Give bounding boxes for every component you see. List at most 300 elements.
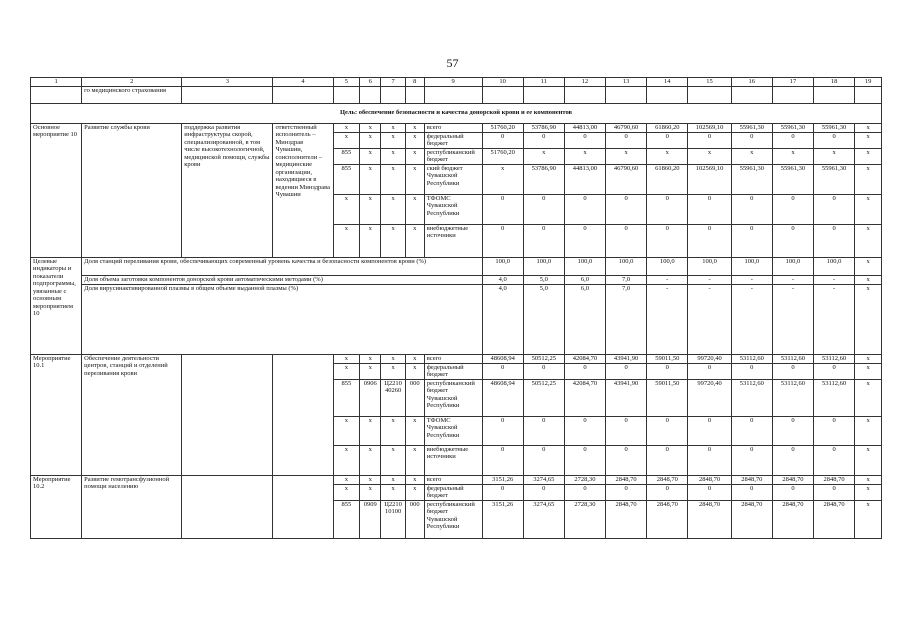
empty-cell <box>182 354 273 475</box>
value-cell: 100,0 <box>814 257 855 275</box>
value-cell: 2848,70 <box>647 500 688 538</box>
value-cell: 3151,26 <box>482 500 523 538</box>
code-cell: x <box>360 132 381 148</box>
value-cell: 2848,70 <box>688 475 731 484</box>
value-cell: 102569,10 <box>688 164 731 194</box>
code-cell: Ц2210 40260 <box>381 379 405 416</box>
value-cell: 53112,60 <box>772 354 813 363</box>
column-number-18: 18 <box>814 78 855 87</box>
column-number-2: 2 <box>82 78 182 87</box>
code-cell: x <box>360 484 381 500</box>
empty-cell <box>814 86 855 103</box>
funding-source: ТФОМС Чувашской Республики <box>424 416 482 445</box>
value-cell: 2848,70 <box>814 500 855 538</box>
column-number-13: 13 <box>606 78 647 87</box>
empty-cell <box>360 86 381 103</box>
code-cell: x <box>381 132 405 148</box>
value-cell: 0 <box>688 132 731 148</box>
value-cell: 100,0 <box>647 257 688 275</box>
value-cell: x <box>855 445 882 475</box>
column-number-8: 8 <box>405 78 424 87</box>
value-cell: x <box>855 500 882 538</box>
value-cell: x <box>647 148 688 164</box>
value-cell: 61860,20 <box>647 123 688 132</box>
empty-cell <box>482 86 523 103</box>
code-cell: x <box>360 416 381 445</box>
value-cell: 0 <box>772 416 813 445</box>
table-row <box>31 123 882 132</box>
code-cell: x <box>360 475 381 484</box>
code-cell: x <box>405 416 424 445</box>
value-cell: x <box>855 132 882 148</box>
funding-source: внебюджетные источники <box>424 224 482 257</box>
value-cell: 99720,40 <box>688 379 731 416</box>
empty-cell <box>772 86 813 103</box>
measure-title: Развитие службы крови <box>82 123 182 257</box>
value-cell: 0 <box>731 363 772 379</box>
indicator-text: Доля объема заготовки компонентов донорской крови автоматическими методами (%) <box>82 275 482 284</box>
value-cell: 0 <box>564 363 605 379</box>
column-number-15: 15 <box>688 78 731 87</box>
funding-source: федеральный бюджет <box>424 363 482 379</box>
code-cell: x <box>333 475 360 484</box>
value-cell: 3274,65 <box>523 475 564 484</box>
value-cell: x <box>482 164 523 194</box>
value-cell: 0 <box>772 363 813 379</box>
value-cell: 0 <box>564 224 605 257</box>
value-cell: - <box>647 284 688 354</box>
code-cell: x <box>360 148 381 164</box>
measure-title: Обеспечение деятельности центров, станций и отделений переливания крови <box>82 354 182 475</box>
code-cell: x <box>360 354 381 363</box>
value-cell: 50512,25 <box>523 354 564 363</box>
value-cell: 0 <box>814 194 855 224</box>
value-cell: 2848,70 <box>814 475 855 484</box>
funding-source: всего <box>424 354 482 363</box>
empty-cell <box>855 86 882 103</box>
code-cell: x <box>381 484 405 500</box>
empty-cell <box>731 86 772 103</box>
value-cell: 42084,70 <box>564 354 605 363</box>
empty-cell <box>273 475 333 538</box>
value-cell: 0 <box>606 484 647 500</box>
code-cell: x <box>333 194 360 224</box>
value-cell: 0 <box>647 363 688 379</box>
measure-label: Основное мероприятие 10 <box>31 123 82 257</box>
code-cell: x <box>360 224 381 257</box>
table-row <box>31 103 882 123</box>
value-cell: 0 <box>606 224 647 257</box>
table-row <box>31 86 882 103</box>
value-cell: 53112,60 <box>814 354 855 363</box>
page-number: 57 <box>446 56 459 70</box>
column-number-10: 10 <box>482 78 523 87</box>
table-row <box>31 257 882 275</box>
value-cell: 51760,20 <box>482 148 523 164</box>
table-row <box>31 275 882 284</box>
empty-cell <box>381 86 405 103</box>
value-cell: 100,0 <box>772 257 813 275</box>
value-cell: 0 <box>647 445 688 475</box>
value-cell: 55961,30 <box>731 123 772 132</box>
value-cell: 53112,60 <box>731 354 772 363</box>
value-cell: x <box>855 354 882 363</box>
column-number-5: 5 <box>333 78 360 87</box>
value-cell: 100,0 <box>564 257 605 275</box>
code-cell: x <box>360 164 381 194</box>
value-cell: 4,0 <box>482 275 523 284</box>
value-cell: 99720,40 <box>688 354 731 363</box>
value-cell: - <box>688 284 731 354</box>
value-cell: 100,0 <box>688 257 731 275</box>
value-cell: 0 <box>731 416 772 445</box>
measure-description: поддержка развития инфраструктуры скорой, специализированной, в том числе высокотехнологичной, медицинской помощи, службы крови <box>182 123 273 257</box>
table-row <box>31 284 882 354</box>
value-cell: 0 <box>606 363 647 379</box>
value-cell: 0 <box>647 484 688 500</box>
value-cell: 0 <box>647 194 688 224</box>
column-number-19: 19 <box>855 78 882 87</box>
value-cell: 0 <box>523 363 564 379</box>
column-number-4: 4 <box>273 78 333 87</box>
value-cell: 0 <box>482 194 523 224</box>
column-number-12: 12 <box>564 78 605 87</box>
value-cell: 55961,30 <box>772 164 813 194</box>
funding-source: республиканский бюджет Чувашской Республики <box>424 500 482 538</box>
value-cell: 0 <box>814 445 855 475</box>
value-cell: 0 <box>814 416 855 445</box>
code-cell: 855 <box>333 500 360 538</box>
code-cell: 855 <box>333 148 360 164</box>
code-cell: x <box>405 123 424 132</box>
code-cell: x <box>333 224 360 257</box>
value-cell: 55961,30 <box>731 164 772 194</box>
column-number-17: 17 <box>772 78 813 87</box>
empty-cell <box>647 86 688 103</box>
column-number-11: 11 <box>523 78 564 87</box>
value-cell: x <box>855 148 882 164</box>
table-row <box>31 78 882 87</box>
code-cell: x <box>381 416 405 445</box>
value-cell: x <box>688 148 731 164</box>
code-cell: x <box>333 363 360 379</box>
code-cell: x <box>405 194 424 224</box>
table-row <box>31 475 882 484</box>
code-cell: x <box>381 475 405 484</box>
code-cell: x <box>405 445 424 475</box>
value-cell: x <box>855 379 882 416</box>
code-cell: 855 <box>333 164 360 194</box>
value-cell: 100,0 <box>606 257 647 275</box>
value-cell: - <box>731 275 772 284</box>
column-number-6: 6 <box>360 78 381 87</box>
value-cell: 43941,90 <box>606 379 647 416</box>
value-cell: 0 <box>523 484 564 500</box>
funding-source: республиканский бюджет <box>424 148 482 164</box>
value-cell: 2848,70 <box>731 475 772 484</box>
funding-source: федеральный бюджет <box>424 132 482 148</box>
empty-cell <box>273 86 333 103</box>
empty-cell <box>523 86 564 103</box>
code-cell: x <box>405 363 424 379</box>
value-cell: 55961,30 <box>814 123 855 132</box>
value-cell: 4,0 <box>482 284 523 354</box>
value-cell: 100,0 <box>523 257 564 275</box>
funding-source: всего <box>424 123 482 132</box>
value-cell: 0 <box>688 363 731 379</box>
column-number-16: 16 <box>731 78 772 87</box>
value-cell: - <box>772 284 813 354</box>
value-cell: - <box>688 275 731 284</box>
value-cell: x <box>606 148 647 164</box>
value-cell: 0 <box>772 484 813 500</box>
value-cell: 0 <box>814 484 855 500</box>
value-cell: 0 <box>688 194 731 224</box>
code-cell: x <box>360 445 381 475</box>
value-cell: 0 <box>731 194 772 224</box>
value-cell: x <box>855 475 882 484</box>
empty-cell <box>31 86 82 103</box>
code-cell: 000 <box>405 500 424 538</box>
value-cell: 0 <box>731 224 772 257</box>
value-cell: 53112,60 <box>814 379 855 416</box>
value-cell: 0 <box>688 224 731 257</box>
code-cell: 0906 <box>360 379 381 416</box>
code-cell: x <box>333 484 360 500</box>
measure-label: Мероприятие 10.1 <box>31 354 82 475</box>
empty-cell <box>182 86 273 103</box>
value-cell: 0 <box>772 194 813 224</box>
code-cell: x <box>360 123 381 132</box>
code-cell: x <box>405 475 424 484</box>
funding-source: ский бюджет Чувашской Республики <box>424 164 482 194</box>
value-cell: x <box>772 148 813 164</box>
value-cell: 0 <box>482 132 523 148</box>
value-cell: x <box>855 363 882 379</box>
empty-cell <box>405 86 424 103</box>
empty-cell <box>424 86 482 103</box>
indicator-text: Доля станций переливания крови, обеспечивающих современный уровень качества и безопасности компонентов крови (%) <box>82 257 482 275</box>
empty-cell <box>182 475 273 538</box>
code-cell: x <box>360 363 381 379</box>
value-cell: 42084,70 <box>564 379 605 416</box>
value-cell: x <box>855 224 882 257</box>
code-cell: x <box>333 123 360 132</box>
value-cell: - <box>647 275 688 284</box>
value-cell: 2848,70 <box>772 500 813 538</box>
value-cell: 0 <box>564 416 605 445</box>
value-cell: 2728,30 <box>564 475 605 484</box>
code-cell: x <box>381 363 405 379</box>
value-cell: 7,0 <box>606 284 647 354</box>
value-cell: 3274,65 <box>523 500 564 538</box>
value-cell: 61860,20 <box>647 164 688 194</box>
value-cell: 2848,70 <box>688 500 731 538</box>
value-cell: x <box>855 416 882 445</box>
measure-label: Мероприятие 10.2 <box>31 475 82 538</box>
value-cell: 0 <box>482 416 523 445</box>
value-cell: 0 <box>482 363 523 379</box>
value-cell: 0 <box>564 132 605 148</box>
code-cell: x <box>381 194 405 224</box>
value-cell: 0 <box>814 132 855 148</box>
code-cell: 000 <box>405 379 424 416</box>
value-cell: x <box>731 148 772 164</box>
value-cell: 0 <box>523 416 564 445</box>
measure-responsible: ответственный исполнитель – Минздрав Чувашии, соисполнители – медицинские организации, находящиеся в ведении Минздрава Чувашии <box>273 123 333 257</box>
empty-cell <box>273 354 333 475</box>
funding-source: внебюджетные источники <box>424 445 482 475</box>
value-cell: 44813,00 <box>564 123 605 132</box>
value-cell: 0 <box>688 484 731 500</box>
value-cell: 0 <box>688 445 731 475</box>
value-cell: 46790,60 <box>606 123 647 132</box>
value-cell: 5,0 <box>523 275 564 284</box>
value-cell: 2848,70 <box>606 500 647 538</box>
code-cell: x <box>381 148 405 164</box>
code-cell: x <box>405 484 424 500</box>
value-cell: 55961,30 <box>772 123 813 132</box>
goal-title: Цель: обеспечение безопасности и качества донорской крови и ее компонентов <box>31 103 882 123</box>
empty-cell <box>688 86 731 103</box>
code-cell: x <box>405 164 424 194</box>
value-cell: 48608,94 <box>482 379 523 416</box>
value-cell: 0 <box>647 224 688 257</box>
value-cell: x <box>855 275 882 284</box>
code-cell: x <box>405 224 424 257</box>
value-cell: 0 <box>606 132 647 148</box>
column-number-3: 3 <box>182 78 273 87</box>
code-cell: x <box>405 148 424 164</box>
code-cell: 855 <box>333 379 360 416</box>
value-cell: 0 <box>814 363 855 379</box>
value-cell: 6,0 <box>564 284 605 354</box>
value-cell: 0 <box>647 416 688 445</box>
value-cell: 7,0 <box>606 275 647 284</box>
column-number-9: 9 <box>424 78 482 87</box>
value-cell: 2848,70 <box>772 475 813 484</box>
value-cell: 0 <box>523 445 564 475</box>
value-cell: - <box>772 275 813 284</box>
column-number-7: 7 <box>381 78 405 87</box>
value-cell: 0 <box>688 416 731 445</box>
code-cell: Ц2210 10100 <box>381 500 405 538</box>
code-cell: x <box>381 164 405 194</box>
value-cell: 53112,60 <box>772 379 813 416</box>
value-cell: 53786,90 <box>523 123 564 132</box>
code-cell: x <box>360 194 381 224</box>
value-cell: 3151,26 <box>482 475 523 484</box>
value-cell: 51760,20 <box>482 123 523 132</box>
value-cell: x <box>855 484 882 500</box>
value-cell: 100,0 <box>731 257 772 275</box>
value-cell: 0 <box>772 445 813 475</box>
value-cell: x <box>855 164 882 194</box>
funding-source: всего <box>424 475 482 484</box>
value-cell: 100,0 <box>482 257 523 275</box>
continuation-text: го медицинского страхования <box>82 86 182 103</box>
value-cell: - <box>814 284 855 354</box>
value-cell: 0 <box>772 224 813 257</box>
indicators-label: Целевые индикаторы и показатели подпрограммы, увязанные с основным мероприятием 10 <box>31 257 82 354</box>
code-cell: x <box>381 224 405 257</box>
value-cell: 50512,25 <box>523 379 564 416</box>
measure-title: Развитие гемотрансфузионной помощи населению <box>82 475 182 538</box>
value-cell: 0 <box>606 445 647 475</box>
code-cell: x <box>333 132 360 148</box>
code-cell: 0909 <box>360 500 381 538</box>
value-cell: 0 <box>606 416 647 445</box>
value-cell: 53112,60 <box>731 379 772 416</box>
column-number-14: 14 <box>647 78 688 87</box>
value-cell: - <box>731 284 772 354</box>
funding-source: республиканский бюджет Чувашской Республики <box>424 379 482 416</box>
value-cell: 46790,60 <box>606 164 647 194</box>
value-cell: 59011,50 <box>647 379 688 416</box>
value-cell: 0 <box>772 132 813 148</box>
value-cell: 53786,90 <box>523 164 564 194</box>
value-cell: 0 <box>606 194 647 224</box>
code-cell: x <box>381 445 405 475</box>
code-cell: x <box>381 354 405 363</box>
value-cell: 0 <box>564 445 605 475</box>
value-cell: 0 <box>523 194 564 224</box>
code-cell: x <box>405 132 424 148</box>
code-cell: x <box>333 445 360 475</box>
program-table <box>30 77 882 539</box>
code-cell: x <box>333 354 360 363</box>
value-cell: x <box>523 148 564 164</box>
column-number-1: 1 <box>31 78 82 87</box>
value-cell: 48608,94 <box>482 354 523 363</box>
value-cell: 0 <box>731 132 772 148</box>
value-cell: x <box>855 194 882 224</box>
value-cell: 2848,70 <box>606 475 647 484</box>
value-cell: 0 <box>731 445 772 475</box>
value-cell: 0 <box>814 224 855 257</box>
value-cell: x <box>814 148 855 164</box>
value-cell: 5,0 <box>523 284 564 354</box>
value-cell: 0 <box>564 484 605 500</box>
funding-source: ТФОМС Чувашской Республики <box>424 194 482 224</box>
value-cell: 6,0 <box>564 275 605 284</box>
code-cell: x <box>381 123 405 132</box>
value-cell: 0 <box>731 484 772 500</box>
value-cell: 59011,50 <box>647 354 688 363</box>
value-cell: 0 <box>523 132 564 148</box>
empty-cell <box>606 86 647 103</box>
value-cell: 0 <box>482 484 523 500</box>
value-cell: x <box>855 123 882 132</box>
value-cell: x <box>855 284 882 354</box>
value-cell: 0 <box>482 445 523 475</box>
value-cell: 0 <box>564 194 605 224</box>
value-cell: 44813,00 <box>564 164 605 194</box>
empty-cell <box>333 86 360 103</box>
value-cell: x <box>855 257 882 275</box>
value-cell: 2728,30 <box>564 500 605 538</box>
funding-source: федеральный бюджет <box>424 484 482 500</box>
value-cell: 43941,90 <box>606 354 647 363</box>
value-cell: 0 <box>647 132 688 148</box>
value-cell: 2848,70 <box>731 500 772 538</box>
indicator-text: Доля вирусинактивированной плазмы в общем объеме выданной плазмы (%) <box>82 284 482 354</box>
table-row <box>31 354 882 363</box>
code-cell: x <box>405 354 424 363</box>
value-cell: 102569,10 <box>688 123 731 132</box>
value-cell: x <box>564 148 605 164</box>
value-cell: 2848,70 <box>647 475 688 484</box>
